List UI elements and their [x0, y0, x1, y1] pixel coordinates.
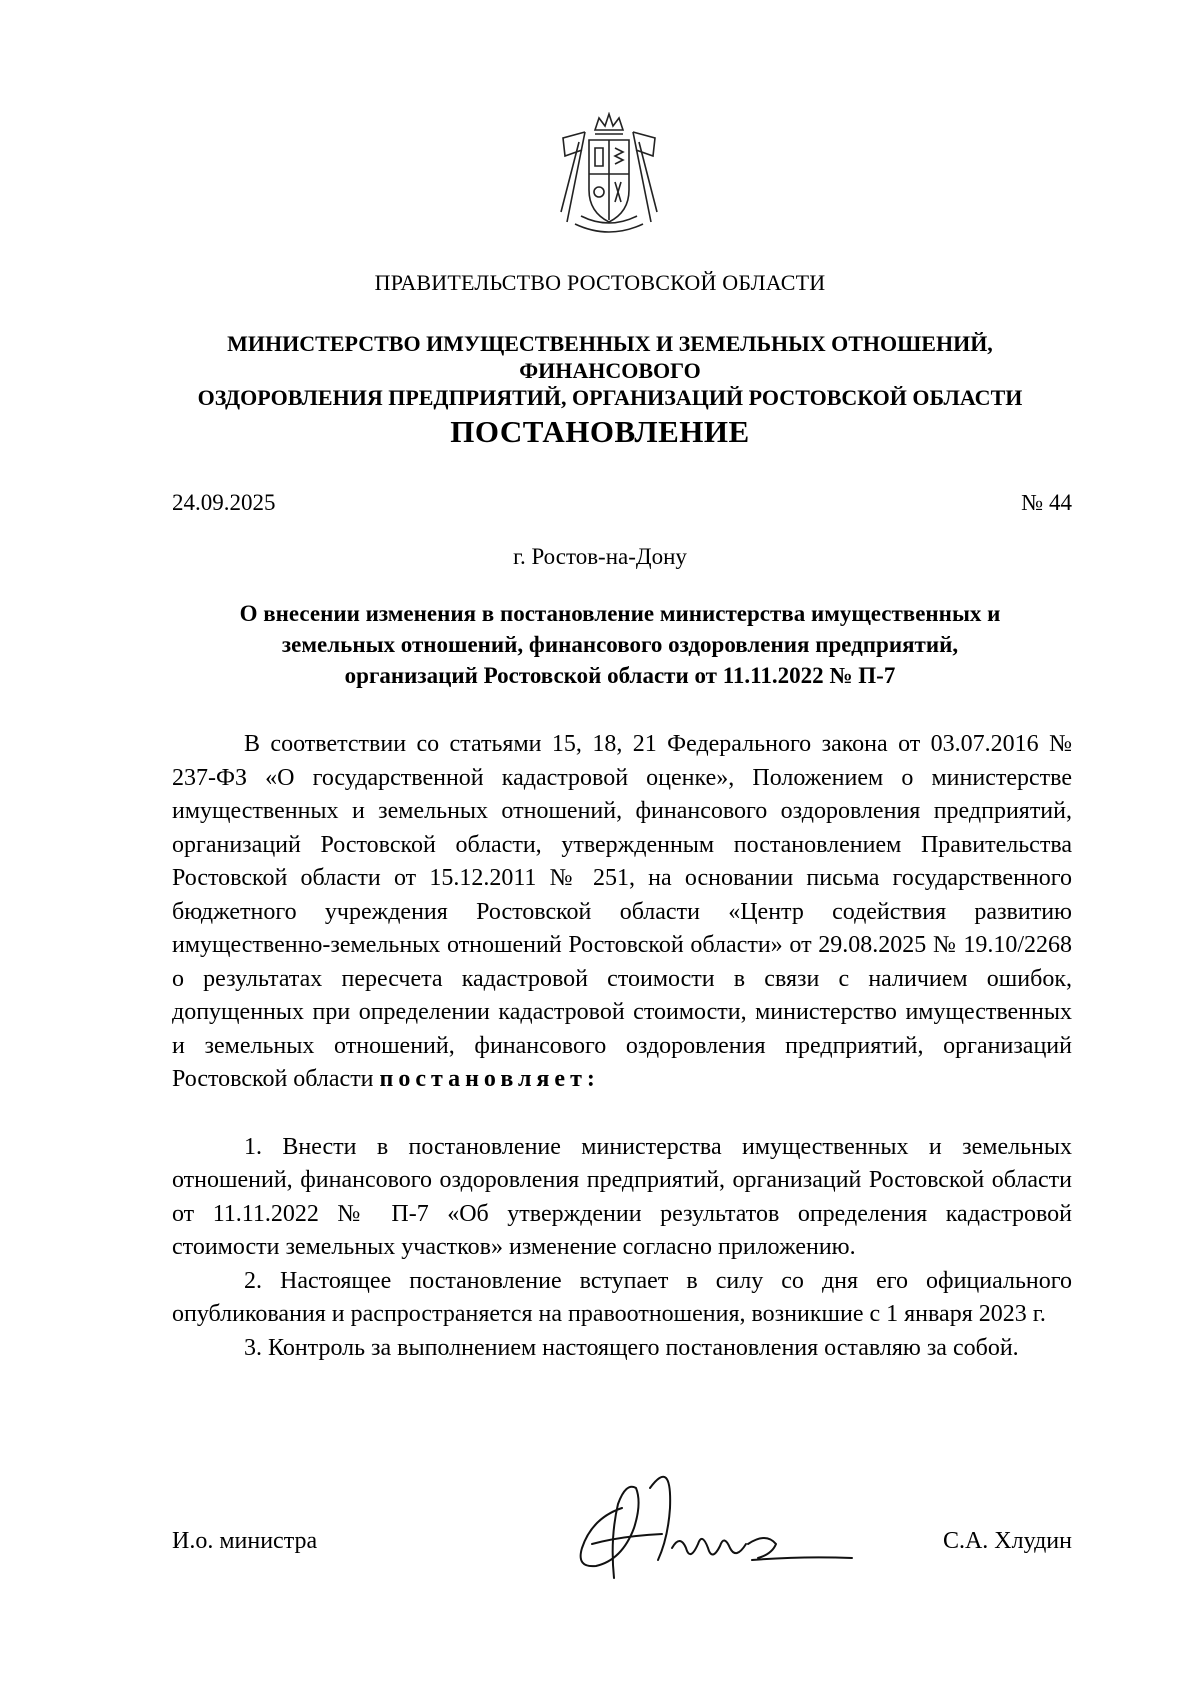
- document-city: г. Ростов-на-Дону: [513, 544, 687, 569]
- signatory-role: И.о. министра: [172, 1528, 318, 1554]
- signatory-name: С.А. Хлудин: [942, 1528, 1072, 1554]
- clause-paragraph: 3. Контроль за выполнением настоящего постановления оставляю за собой.: [244, 1334, 1019, 1361]
- ministry-name: [150, 330, 1070, 411]
- clause-paragraph: 1. Внести в постановление министерства имущественных и земельных отношений, финансового оздоровления предприятий, организаций Ростовской области от 11.11.2022 № П-7 «Об утверждении результатов определения кадастровой стоимости земельных участков» изменение согласно приложению.: [172, 1133, 1072, 1260]
- ministry-name-line: ОЗДОРОВЛЕНИЯ ПРЕДПРИЯТИЙ, ОРГАНИЗАЦИЙ РОСТОВСКОЙ ОБЛАСТИ: [197, 385, 1023, 410]
- resolves-keyword: постановляет:: [379, 1066, 600, 1092]
- subject-line: земельных отношений, финансового оздоровления предприятий,: [281, 632, 959, 657]
- preamble-paragraph: [172, 728, 1072, 1097]
- coat-of-arms-icon: [555, 112, 663, 242]
- government-name: ПРАВИТЕЛЬСТВО РОСТОВСКОЙ ОБЛАСТИ: [374, 270, 826, 295]
- document-type-title: ПОСТАНОВЛЕНИЕ: [450, 414, 750, 449]
- subject-line: организаций Ростовской области от 11.11.2022 № П-7: [344, 663, 896, 688]
- document-body: [172, 728, 1072, 1365]
- document-subject: [170, 598, 1070, 691]
- document-date: 24.09.2025: [172, 490, 276, 515]
- document-number: № 44: [1021, 490, 1072, 515]
- handwritten-signature-icon: [552, 1448, 862, 1593]
- subject-line: О внесении изменения в постановление министерства имущественных и: [239, 601, 1001, 626]
- clause-paragraph: 2. Настоящее постановление вступает в силу со дня его официального опубликования и распространяется на правоотношения, возникшие с 1 января 2023 г.: [172, 1267, 1072, 1327]
- preamble-text: В соответствии со статьями 15, 18, 21 Федерального закона от 03.07.2016 № 237-ФЗ «О государственной кадастровой оценке», Положением о министерстве имущественных и земельных отношений, финансового оздоровления предприятий, организаций Ростовской области, утвержденным постановлением Правительства Ростовской области от 15.12.2011 № 251, на основании письма государственного бюджетного учреждения Ростовской области «Центр содействия развитию имущественно-земельных отношений Ростовской области» от 29.08.2025 № 19.10/2268 о результатах пересчета кадастровой стоимости в связи с наличием ошибок, допущенных при определении кадастровой стоимости, министерство имущественных и земельных отношений, финансового оздоровления предприятий, организаций Ростовской области: [172, 731, 1072, 1092]
- ministry-name-line: МИНИСТЕРСТВО ИМУЩЕСТВЕННЫХ И ЗЕМЕЛЬНЫХ ОТНОШЕНИЙ, ФИНАНСОВОГО: [227, 331, 993, 383]
